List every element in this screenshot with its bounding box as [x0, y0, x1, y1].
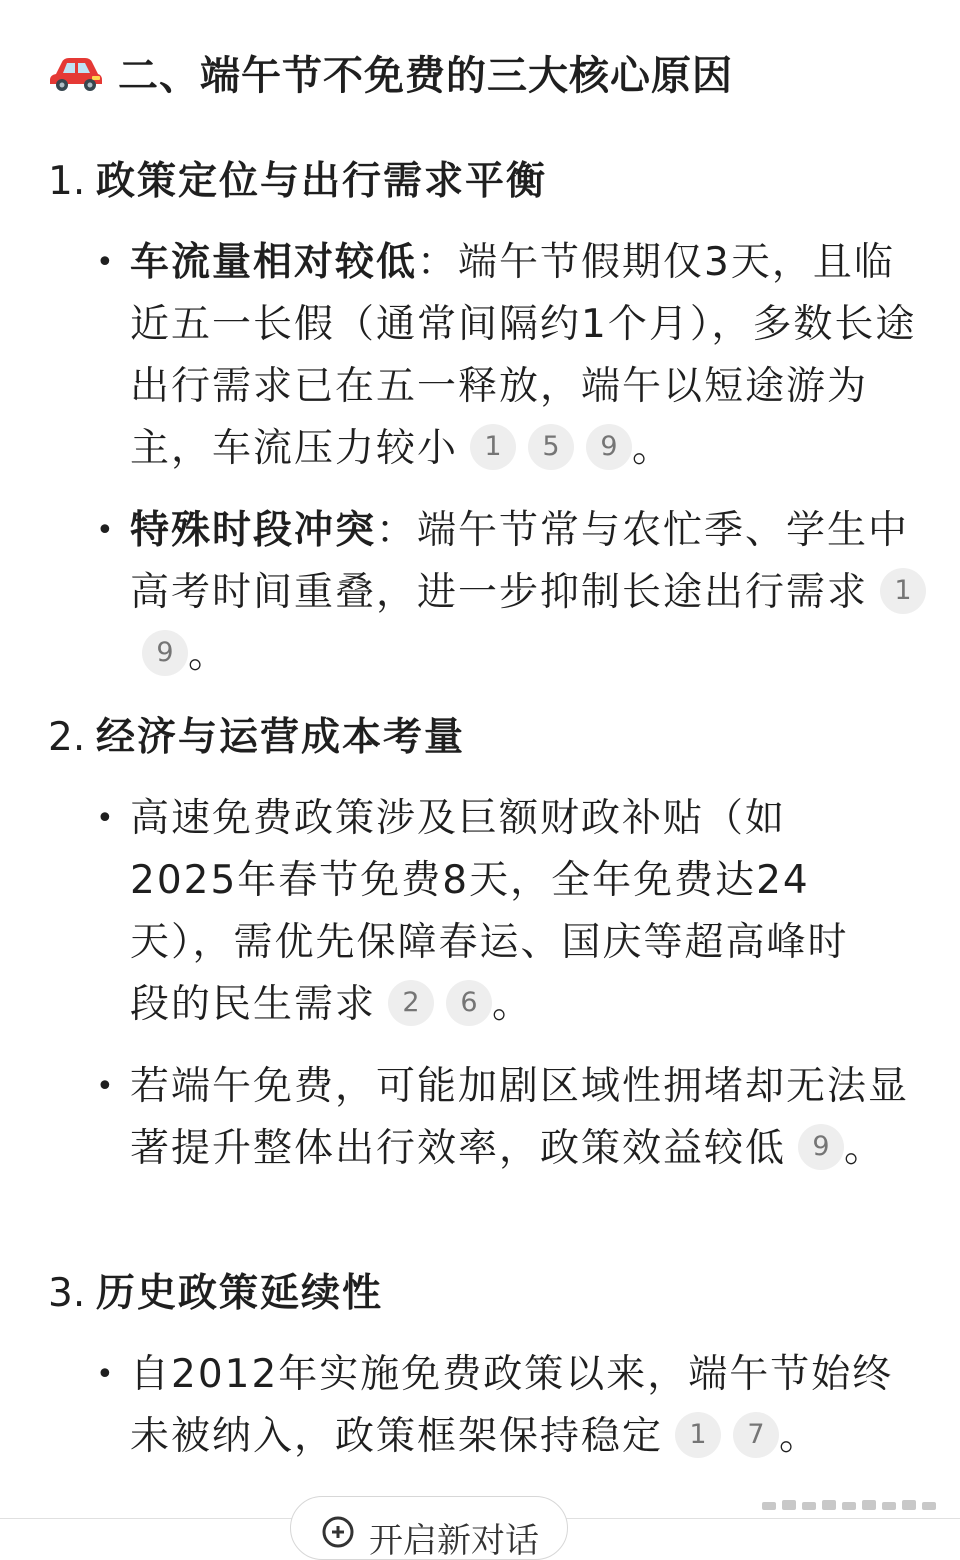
bullet-end: 。 — [492, 982, 534, 1027]
section-title: 历史政策延续性 — [96, 1271, 384, 1316]
citation-badge[interactable]: 1 — [880, 568, 926, 614]
citation-badge[interactable]: 9 — [586, 424, 632, 470]
list-item — [96, 788, 856, 1036]
chat-icon — [321, 1515, 355, 1549]
list-item — [96, 232, 926, 480]
section-heading — [48, 44, 733, 100]
section-number: 2. — [48, 715, 86, 760]
citation-badge[interactable]: 9 — [142, 630, 188, 676]
section-title: 政策定位与出行需求平衡 — [96, 159, 548, 204]
bullet-text: 高速免费政策涉及巨额财政补贴（如2025年春节免费8天，全年免费达24天），需优先保障春运、国庆等超高峰时段的民生需求 — [130, 796, 849, 1027]
section-number: 3. — [48, 1271, 86, 1316]
citation-badge[interactable]: 1 — [470, 424, 516, 470]
bullet-dot: • — [96, 1069, 116, 1104]
citation-badge[interactable]: 2 — [388, 980, 434, 1026]
list-item — [96, 1344, 926, 1468]
list-item — [96, 1056, 926, 1180]
car-icon — [48, 52, 104, 92]
bullet-dot: • — [96, 513, 116, 548]
section-3 — [48, 1268, 383, 1320]
citation-badge[interactable]: 5 — [528, 424, 574, 470]
bullet-dot: • — [96, 1357, 116, 1392]
bullet-lead: 车流量相对较低 — [130, 240, 418, 285]
watermark — [752, 1488, 952, 1524]
bullet-dot: • — [96, 245, 116, 280]
new-chat-button[interactable] — [290, 1496, 568, 1560]
bullet-end: 。 — [188, 632, 230, 677]
new-chat-label: 开启新对话 — [369, 1521, 539, 1560]
bullet-text: 若端午免费，可能加剧区域性拥堵却无法显著提升整体出行效率，政策效益较低 — [130, 1064, 910, 1171]
citation-badge[interactable]: 7 — [733, 1412, 779, 1458]
bullet-end: 。 — [844, 1126, 886, 1171]
bullet-end: 。 — [779, 1414, 821, 1459]
bullet-end: 。 — [632, 426, 674, 471]
bullet-text: ：端午节常与农忙季、学生中高考时间重叠，进一步抑制长途出行需求 — [130, 508, 910, 615]
heading-title: 二、端午节不免费的三大核心原因 — [118, 52, 733, 99]
bullet-lead: 特殊时段冲突 — [130, 508, 377, 553]
citation-badge[interactable]: 1 — [675, 1412, 721, 1458]
section-number: 1. — [48, 159, 86, 204]
citation-badge[interactable]: 6 — [446, 980, 492, 1026]
bullet-text: ：端午节假期仅3天，且临近五一长假（通常间隔约1个月），多数长途出行需求已在五一释放，端午以短途游为主，车流压力较小 — [130, 240, 917, 471]
citation-badge[interactable]: 9 — [798, 1124, 844, 1170]
bullet-dot: • — [96, 801, 116, 836]
section-1 — [48, 156, 547, 208]
list-item — [96, 500, 926, 686]
bullet-text: 自2012年实施免费政策以来，端午节始终未被纳入，政策框架保持稳定 — [130, 1352, 894, 1459]
section-title: 经济与运营成本考量 — [96, 715, 466, 760]
section-2 — [48, 712, 465, 764]
